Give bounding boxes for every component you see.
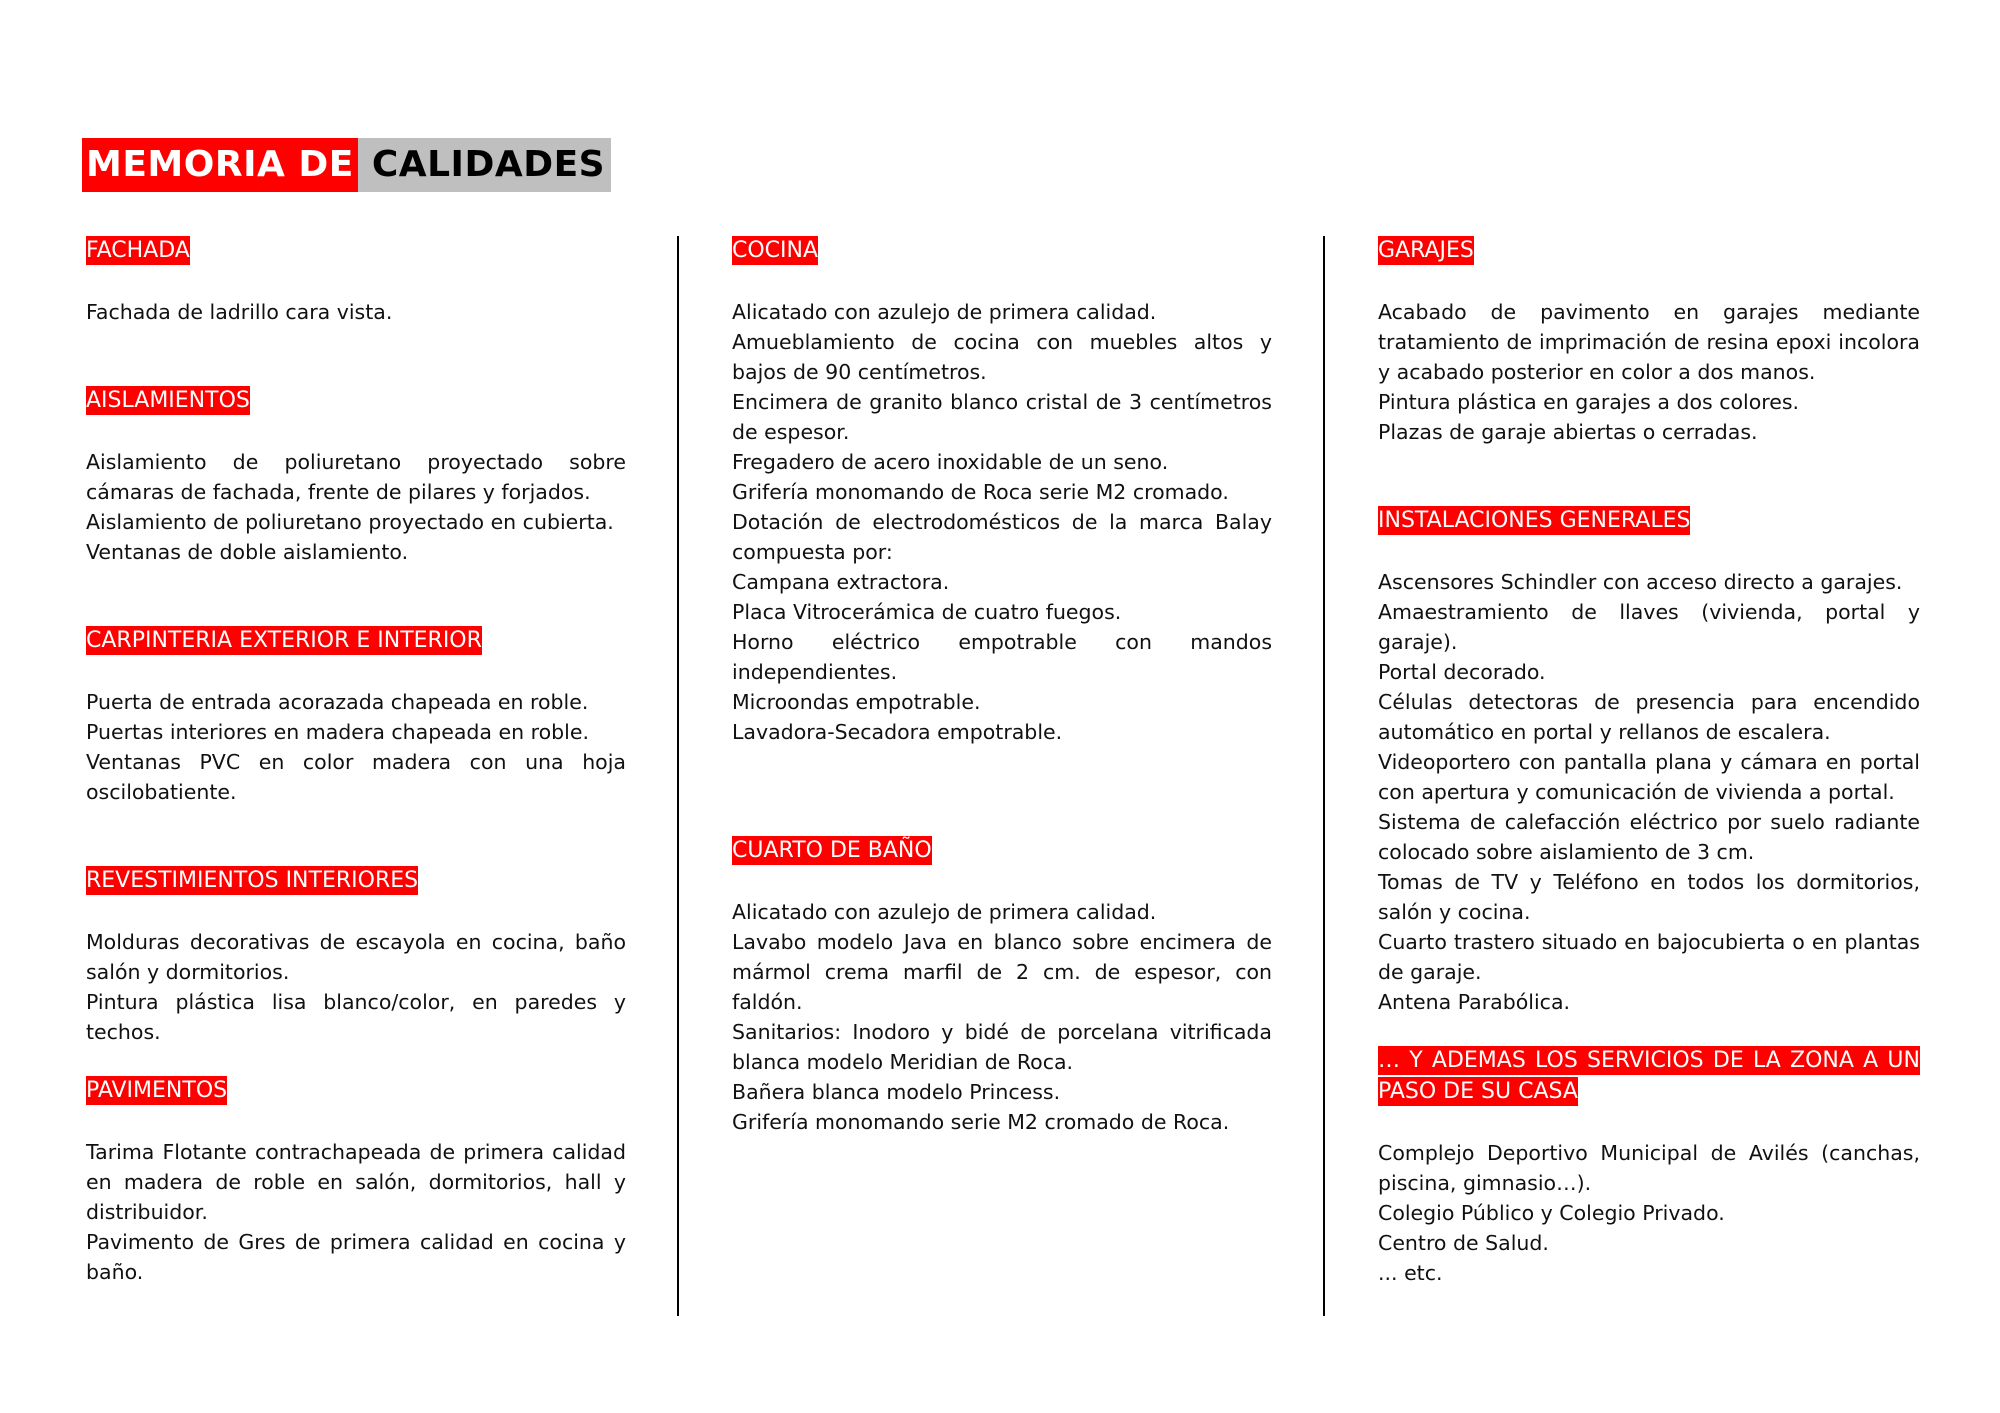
section-body	[86, 687, 626, 807]
body-line: Lavadora-Secadora empotrable.	[732, 720, 1063, 744]
body-line: Molduras decorativas de escayola en cocina, baño salón y dormitorios.	[86, 930, 626, 984]
section-body	[732, 897, 1272, 1137]
body-line: Centro de Salud.	[1378, 1231, 1549, 1255]
body-line: Ventanas de doble aislamiento.	[86, 540, 409, 564]
body-line: Pavimento de Gres de primera calidad en cocina y baño.	[86, 1230, 626, 1284]
section-heading: COCINA	[732, 238, 819, 263]
section-body	[86, 297, 626, 327]
body-line: Células detectoras de presencia para encendido automático en portal y rellanos de escalera.	[1378, 690, 1920, 744]
body-line: Sistema de calefacción eléctrico por suelo radiante colocado sobre aislamiento de 3 cm.	[1378, 810, 1920, 864]
body-line: Aislamiento de poliuretano proyectado sobre cámaras de fachada, frente de pilares y forjados.	[86, 450, 626, 504]
section-body	[732, 297, 1272, 747]
body-line: Fachada de ladrillo cara vista.	[86, 300, 393, 324]
body-line: Ascensores Schindler con acceso directo a garajes.	[1378, 570, 1903, 594]
section-body	[1378, 1138, 1920, 1288]
section-body	[86, 927, 626, 1047]
section-heading: GARAJES	[1378, 238, 1474, 263]
body-line: Tomas de TV y Teléfono en todos los dormitorios, salón y cocina.	[1378, 870, 1920, 924]
section-instalaciones-generales	[1378, 506, 1920, 1017]
body-line: Dotación de electrodomésticos de la marca Balay compuesta por:	[732, 510, 1272, 564]
title-part-red: MEMORIA DE	[82, 138, 358, 192]
body-line: Puertas interiores en madera chapeada en roble.	[86, 720, 589, 744]
column-divider	[1323, 236, 1325, 1316]
body-line: Aislamiento de poliuretano proyectado en cubierta.	[86, 510, 614, 534]
section-heading: FACHADA	[86, 238, 190, 263]
body-line: Puerta de entrada acorazada chapeada en roble.	[86, 690, 589, 714]
section-heading: … Y ADEMAS LOS SERVICIOS DE LA ZONA A UN PASO DE SU CASA	[1378, 1048, 1920, 1104]
body-line: Complejo Deportivo Municipal de Avilés (canchas, piscina, gimnasio…).	[1378, 1141, 1920, 1195]
body-line: Bañera blanca modelo Princess.	[732, 1080, 1061, 1104]
section-aislamientos	[86, 386, 626, 567]
column-divider	[677, 236, 679, 1316]
body-line: Videoportero con pantalla plana y cámara en portal con apertura y comunicación de vivienda a portal.	[1378, 750, 1920, 804]
section-heading: REVESTIMIENTOS INTERIORES	[86, 868, 419, 893]
section-servicios-zona	[1378, 1046, 1920, 1288]
section-cocina	[732, 236, 1272, 747]
page-title	[82, 138, 611, 192]
body-line: Colegio Público y Colegio Privado.	[1378, 1201, 1725, 1225]
body-line: Alicatado con azulejo de primera calidad.	[732, 300, 1157, 324]
body-line: ... etc.	[1378, 1261, 1443, 1285]
body-line: Campana extractora.	[732, 570, 950, 594]
section-cuarto-de-bano	[732, 836, 1272, 1137]
body-line: Grifería monomando de Roca serie M2 cromado.	[732, 480, 1229, 504]
body-line: Pintura plástica en garajes a dos colores.	[1378, 390, 1800, 414]
body-line: Amaestramiento de llaves (vivienda, portal y garaje).	[1378, 600, 1920, 654]
body-line: Cuarto trastero situado en bajocubierta o en plantas de garaje.	[1378, 930, 1920, 984]
section-pavimentos	[86, 1076, 626, 1287]
body-line: Amueblamiento de cocina con muebles altos y bajos de 90 centímetros.	[732, 330, 1272, 384]
section-heading: CUARTO DE BAÑO	[732, 838, 932, 863]
body-line: Sanitarios: Inodoro y bidé de porcelana vitrificada blanca modelo Meridian de Roca.	[732, 1020, 1272, 1074]
section-heading: AISLAMIENTOS	[86, 388, 250, 413]
section-body	[86, 447, 626, 567]
body-line: Placa Vitrocerámica de cuatro fuegos.	[732, 600, 1122, 624]
section-fachada	[86, 236, 626, 327]
body-line: Lavabo modelo Java en blanco sobre encimera de mármol crema marfil de 2 cm. de espesor, con faldón.	[732, 930, 1272, 1014]
section-heading: CARPINTERIA EXTERIOR E INTERIOR	[86, 628, 482, 653]
body-line: Pintura plástica lisa blanco/color, en paredes y techos.	[86, 990, 626, 1044]
body-line: Fregadero de acero inoxidable de un seno.	[732, 450, 1169, 474]
section-carpinteria	[86, 626, 626, 807]
body-line: Encimera de granito blanco cristal de 3 centímetros de espesor.	[732, 390, 1272, 444]
body-line: Tarima Flotante contrachapeada de primera calidad en madera de roble en salón, dormitorios, hall y distribuidor.	[86, 1140, 626, 1224]
body-line: Acabado de pavimento en garajes mediante tratamiento de imprimación de resina epoxi incolora y acabado posterior en color a dos manos.	[1378, 300, 1920, 384]
section-heading: INSTALACIONES GENERALES	[1378, 508, 1691, 533]
body-line: Portal decorado.	[1378, 660, 1546, 684]
title-part-grey: CALIDADES	[358, 138, 611, 192]
section-body	[1378, 297, 1920, 447]
body-line: Horno eléctrico empotrable con mandos independientes.	[732, 630, 1272, 684]
body-line: Alicatado con azulejo de primera calidad.	[732, 900, 1157, 924]
section-revestimientos	[86, 866, 626, 1047]
section-garajes	[1378, 236, 1920, 447]
body-line: Plazas de garaje abiertas o cerradas.	[1378, 420, 1758, 444]
body-line: Ventanas PVC en color madera con una hoja oscilobatiente.	[86, 750, 626, 804]
section-heading: PAVIMENTOS	[86, 1078, 228, 1103]
body-line: Grifería monomando serie M2 cromado de Roca.	[732, 1110, 1230, 1134]
section-body	[1378, 567, 1920, 1017]
section-body	[86, 1137, 626, 1287]
body-line: Microondas empotrable.	[732, 690, 981, 714]
body-line: Antena Parabólica.	[1378, 990, 1571, 1014]
